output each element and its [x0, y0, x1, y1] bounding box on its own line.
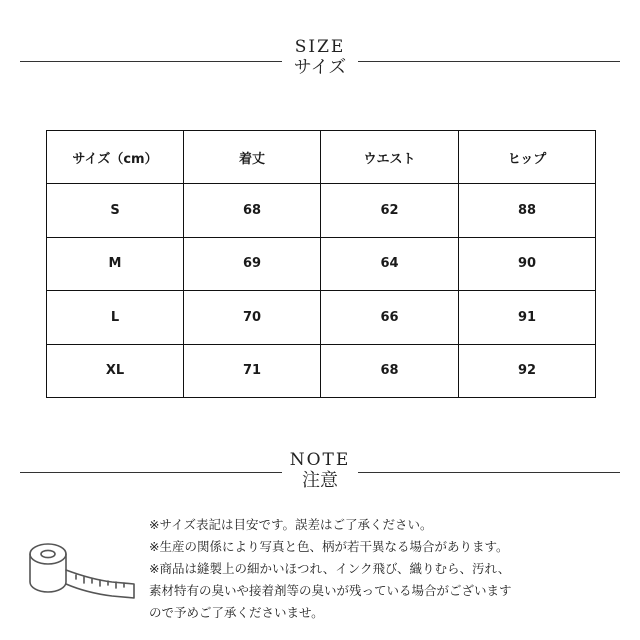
size-table — [46, 130, 596, 398]
waist-cell: 62 — [321, 184, 459, 237]
waist-cell: 64 — [321, 237, 459, 290]
size-table-header-row — [47, 131, 596, 184]
note-heading-en: NOTE — [289, 450, 351, 470]
waist-cell: 68 — [321, 344, 459, 397]
length-cell: 69 — [184, 237, 321, 290]
note-line: ※サイズ表記は目安です。誤差はご了承ください。 — [149, 517, 433, 532]
note-line: ※生産の関係により写真と色、柄が若干異なる場合があります。 — [149, 539, 509, 554]
size-label-cell: S — [47, 184, 184, 237]
note-line: 素材特有の臭いや接着剤等の臭いが残っている場合がございます — [149, 583, 512, 598]
length-cell: 71 — [184, 344, 321, 397]
size-label-cell: L — [47, 291, 184, 344]
size-table-header-cell: 着丈 — [184, 131, 321, 184]
note-line: ※商品は縫製上の細かいほつれ、インク飛び、織りむら、汚れ、 — [149, 561, 511, 576]
measuring-tape-icon — [22, 530, 140, 610]
size-heading — [0, 37, 640, 79]
hip-cell: 88 — [459, 184, 596, 237]
size-table-header-cell: ウエスト — [321, 131, 459, 184]
size-heading-jp: サイズ — [293, 57, 347, 78]
note-heading — [0, 450, 640, 492]
table-row — [47, 184, 596, 237]
size-table-header-cell: サイズ（cm） — [47, 131, 184, 184]
note-line: ので予めご了承くださいませ。 — [149, 605, 324, 620]
size-label-cell: XL — [47, 344, 184, 397]
size-table-header-cell: ヒップ — [459, 131, 596, 184]
table-row — [47, 344, 596, 397]
table-row — [47, 291, 596, 344]
waist-cell: 66 — [321, 291, 459, 344]
table-row — [47, 237, 596, 290]
length-cell: 68 — [184, 184, 321, 237]
hip-cell: 92 — [459, 344, 596, 397]
hip-cell: 91 — [459, 291, 596, 344]
length-cell: 70 — [184, 291, 321, 344]
size-label-cell: M — [47, 237, 184, 290]
note-heading-jp: 注意 — [302, 470, 338, 491]
size-heading-en: SIZE — [294, 37, 346, 57]
notes-block — [149, 514, 629, 624]
hip-cell: 90 — [459, 237, 596, 290]
